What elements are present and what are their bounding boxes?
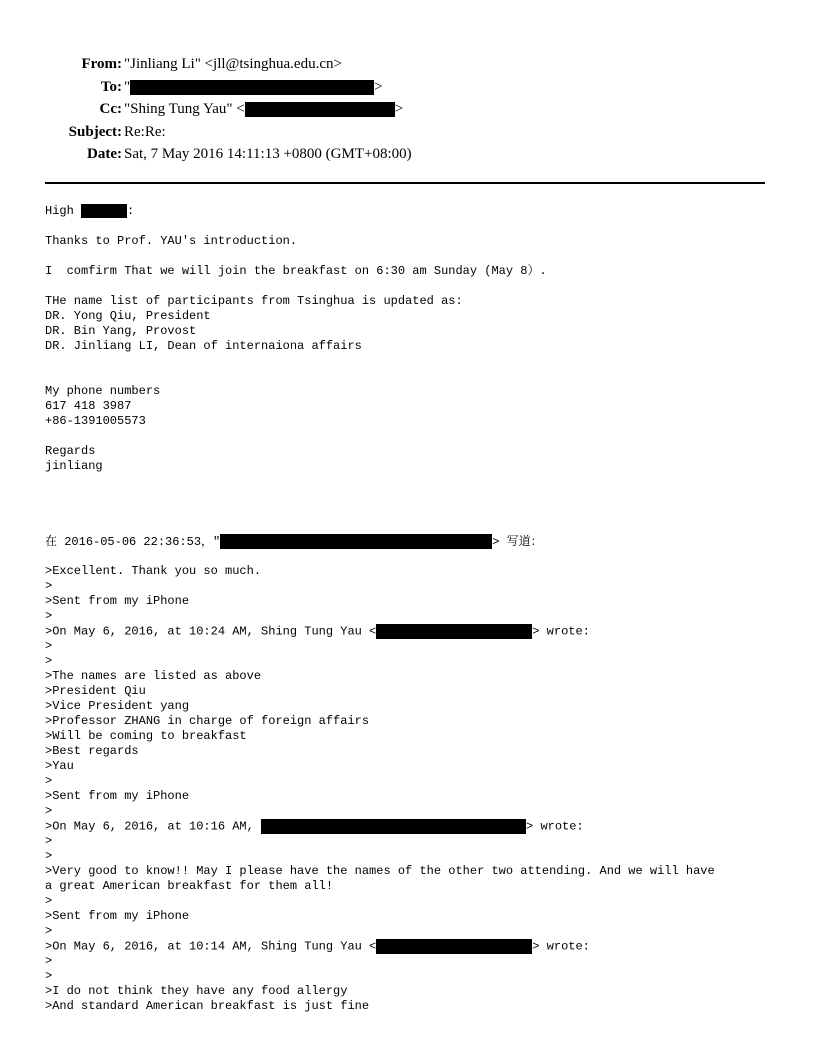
greeting: High [45, 204, 82, 219]
quote-wrote: 写道： [506, 534, 543, 548]
date-value: Sat, 7 May 2016 14:11:13 +0800 (GMT+08:00) [124, 146, 412, 162]
intro-line: Thanks to Prof. YAU's introduction. [45, 234, 298, 248]
greeting-redaction [81, 204, 127, 218]
quote-line: >Vice President yang [45, 699, 190, 713]
to-redaction [130, 80, 374, 95]
quote-wrote: > wrote: [532, 939, 590, 954]
cc-value [124, 98, 403, 121]
to-row [0, 76, 816, 99]
quote-line: >Best regards [45, 744, 139, 758]
quote-line: >Yau [45, 759, 74, 773]
from-label: From: [81, 56, 122, 72]
quote-wrote: > wrote: [526, 819, 584, 834]
date-label: Date: [87, 146, 122, 162]
list-item: DR. Bin Yang, Provost [45, 324, 197, 338]
subject-value: Re:Re: [124, 123, 166, 140]
quote-line: >Sent from my iPhone [45, 789, 190, 803]
quote-datetime: 2016-05-06 22:36:53，" [57, 535, 221, 549]
subject-row [0, 121, 816, 144]
quote-line: >Excellent. Thank you so much. [45, 564, 262, 578]
quote-line: > [45, 579, 53, 593]
list-item: DR. Yong Qiu, President [45, 309, 211, 323]
quote-line: > [45, 894, 53, 908]
phone-title: My phone numbers [45, 384, 161, 398]
quote-line: > [45, 954, 53, 968]
greeting-end: : [127, 204, 135, 219]
email-redaction [261, 819, 526, 834]
signature-line: jinliang [45, 459, 103, 473]
from-row [0, 53, 816, 76]
quote-at: 在 [45, 534, 58, 548]
cc-close: > [394, 101, 404, 117]
date-row [0, 143, 816, 166]
list-title: THe name list of participants from Tsinghua is updated as: [45, 294, 463, 308]
from-value: "Jinliang Li" <jll@tsinghua.edu.cn> [124, 56, 342, 72]
quote-line: > [45, 969, 53, 983]
quote-header [45, 534, 775, 549]
regards-line: Regards [45, 444, 96, 458]
email-header [0, 53, 816, 166]
email-redaction [376, 939, 532, 954]
quote-line: > [45, 804, 53, 818]
quote-line: > [45, 774, 53, 788]
cc-label: Cc: [99, 101, 122, 117]
to-close: > [374, 78, 383, 95]
quote-line: > [45, 609, 53, 623]
phone-number: +86-1391005573 [45, 414, 146, 428]
phone-number: 617 418 3987 [45, 399, 132, 413]
quote-line: > [45, 849, 53, 863]
quote-line [45, 819, 775, 834]
quote-line [45, 624, 775, 639]
list-item: DR. Jinliang LI, Dean of internaiona affairs [45, 339, 362, 353]
quote-line: >Professor ZHANG in charge of foreign affairs [45, 714, 370, 728]
quote-line: >Will be coming to breakfast [45, 729, 247, 743]
subject-label: Subject: [68, 123, 122, 140]
quote-line: >And standard American breakfast is just fine [45, 999, 370, 1013]
quote-line: > [45, 834, 53, 848]
quote-line [45, 939, 775, 954]
email-body [45, 204, 775, 1014]
cc-redaction [245, 102, 395, 117]
quote-line: >I do not think they have any food allergy [45, 984, 348, 998]
to-label: To: [100, 78, 122, 95]
quote-attribution: >On May 6, 2016, at 10:24 AM, Shing Tung Yau < [45, 624, 377, 639]
quote-attribution: >On May 6, 2016, at 10:14 AM, Shing Tung Yau < [45, 939, 377, 954]
quote-line: > [45, 639, 53, 653]
quote-line: >President Qiu [45, 684, 146, 698]
quote-attribution: >On May 6, 2016, at 10:16 AM, [45, 819, 262, 834]
cc-name: "Shing Tung Yau" < [124, 101, 245, 117]
quote-line: >The names are listed as above [45, 669, 262, 683]
quote-sender-redaction [220, 534, 492, 549]
greeting-line [45, 204, 775, 219]
quote-line: >Sent from my iPhone [45, 594, 190, 608]
quote-line: a great American breakfast for them all! [45, 879, 334, 893]
quote-line: > [45, 924, 53, 938]
quote-wrote: > wrote: [532, 624, 590, 639]
header-divider [45, 182, 765, 184]
cc-row [0, 98, 816, 121]
to-open-quote: " [124, 78, 131, 95]
quote-line: >Very good to know!! May I please have the names of the other two attending. And we will have [45, 864, 715, 878]
quote-line: > [45, 654, 53, 668]
quote-line: >Sent from my iPhone [45, 909, 190, 923]
quote-wrote-end: > [492, 535, 507, 549]
confirm-line: I comfirm That we will join the breakfast on 6:30 am Sunday (May 8）. [45, 264, 547, 278]
email-redaction [376, 624, 532, 639]
to-value [124, 76, 383, 99]
